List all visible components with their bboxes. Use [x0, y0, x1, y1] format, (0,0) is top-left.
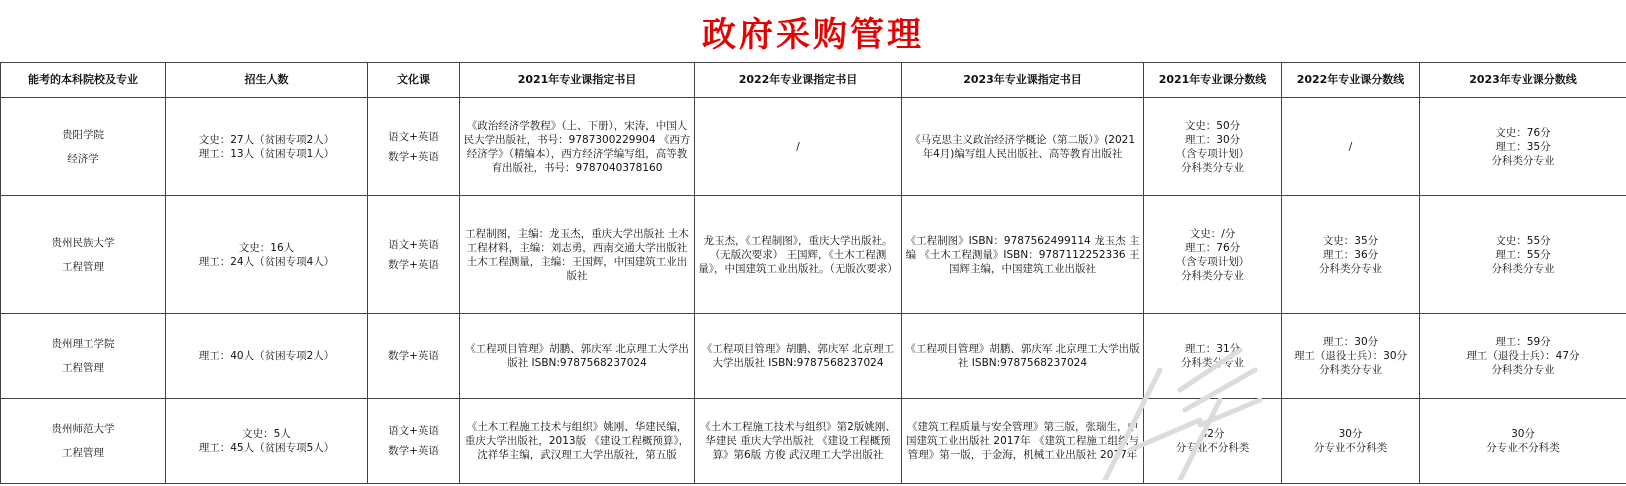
score-2022-cell	[1282, 98, 1420, 196]
header-enroll: 招生人数	[166, 63, 368, 98]
major-name: 工程管理	[62, 447, 104, 459]
header-books-2021: 2021年专业课指定书目	[460, 63, 695, 98]
score-line: 理工：30分	[1322, 336, 1379, 348]
school-name: 贵州理工学院	[51, 338, 115, 350]
score-2022-cell	[1282, 314, 1420, 399]
score-line: 理工：59分	[1495, 336, 1551, 348]
books-2021-cell: 《工程项目管理》胡鹏、郭庆军 北京理工大学出版社 ISBN:9787568237024	[460, 314, 695, 399]
enroll-line: 文史：5人	[242, 428, 291, 440]
books-2021-cell: 《土木工程施工技术与组织》姚刚、华建民编，重庆大学出版社，2013版 《建设工程概预算》，沈祥华主编，武汉理工大学出版社，第五版	[460, 399, 695, 484]
header-row	[1, 63, 1626, 98]
school-cell	[1, 314, 166, 399]
header-subjects: 文化课	[368, 63, 460, 98]
enroll-cell	[166, 98, 368, 196]
subjects-cell	[368, 196, 460, 314]
table-row	[1, 399, 1626, 484]
score-line: 分科类分专业	[1181, 161, 1244, 174]
subjects-cell	[368, 98, 460, 196]
header-score-2022: 2022年专业课分数线	[1282, 63, 1420, 98]
score-2022-cell	[1282, 196, 1420, 314]
score-line: /	[1348, 140, 1353, 153]
score-2021-cell	[1144, 314, 1282, 399]
school-name: 贵阳学院	[62, 128, 104, 141]
score-line: 分科类分专业	[1181, 357, 1244, 369]
books-2022-cell: 《工程项目管理》胡鹏、郭庆军 北京理工大学出版社 ISBN:9787568237024	[695, 314, 902, 399]
enroll-line: 文史：16人	[238, 241, 295, 254]
books-2023-cell: 《马克思主义政治经济学概论（第二版）》(2021年4月)编写组人民出版社、高等教育出版社	[902, 98, 1144, 196]
score-2023-cell	[1420, 399, 1626, 484]
score-line: 42分	[1200, 428, 1225, 440]
enroll-cell	[166, 196, 368, 314]
score-2021-cell	[1144, 399, 1282, 484]
subject-combo: 数学+英语	[388, 445, 439, 457]
score-2023-cell	[1420, 98, 1626, 196]
score-2021-cell	[1144, 98, 1282, 196]
enroll-line: 理工：13人（贫困专项1人）	[198, 147, 335, 160]
school-cell	[1, 98, 166, 196]
score-line: 理工（退役士兵）：30分	[1293, 350, 1408, 362]
score-2021-cell	[1144, 196, 1282, 314]
books-2023-cell: 《工程项目管理》胡鹏、郭庆军 北京理工大学出版社 ISBN:9787568237024	[902, 314, 1144, 399]
subject-combo: 数学+英语	[388, 350, 439, 362]
subjects-cell	[368, 314, 460, 399]
enroll-line: 理工：24人（贫困专项4人）	[198, 255, 335, 268]
score-line: 理工（退役士兵）：47分	[1466, 350, 1580, 362]
enroll-line: 理工：40人（贫困专项2人）	[198, 350, 335, 362]
score-line: 文史：/分	[1189, 227, 1236, 240]
books-2023-cell: 《建筑工程质量与安全管理》第三版，张瑞生，中国建筑工业出版社 2017年 《建筑工程施工组织与管理》第一版，于金海，机械工业出版社 2017年	[902, 399, 1144, 484]
score-line: 分科类分专业	[1491, 154, 1555, 167]
score-line: 分科类分专业	[1491, 364, 1555, 376]
header-books-2023: 2023年专业课指定书目	[902, 63, 1144, 98]
table-row	[1, 98, 1626, 196]
admission-table	[0, 62, 1626, 484]
score-line: 理工：36分	[1322, 248, 1379, 261]
school-cell	[1, 196, 166, 314]
table-row	[1, 314, 1626, 399]
score-line: （含专项计划）	[1175, 255, 1250, 268]
school-name: 贵州民族大学	[51, 236, 115, 249]
enroll-cell	[166, 314, 368, 399]
score-line: 理工：30分	[1184, 133, 1241, 146]
score-2023-cell	[1420, 196, 1626, 314]
score-line: 分专业不分科类	[1313, 442, 1388, 454]
score-line: 分专业不分科类	[1486, 442, 1560, 454]
score-line: 30分	[1511, 428, 1535, 440]
score-2023-cell	[1420, 314, 1626, 399]
books-2021-cell: 工程制图，主编：龙玉杰，重庆大学出版社 土木工程材料，主编：刘志勇，西南交通大学出版社 土木工程测量，主编：王国辉，中国建筑工业出版社	[460, 196, 695, 314]
page-title: 政府采购管理	[702, 14, 924, 55]
subject-combo: 数学+英语	[388, 258, 439, 271]
subject-combo: 语文+英语	[388, 425, 439, 437]
header-score-2023: 2023年专业课分数线	[1420, 63, 1626, 98]
school-cell	[1, 399, 166, 484]
table-row	[1, 196, 1626, 314]
score-2022-cell	[1282, 399, 1420, 484]
score-line: 理工：76分	[1184, 241, 1241, 254]
title-bar	[0, 0, 1626, 63]
books-2022-cell: 《土木工程施工技术与组织》第2版姚刚、华建民 重庆大学出版社 《建设工程概预算》第6版 方俊 武汉理工大学出版社	[695, 399, 902, 484]
score-line: （含专项计划）	[1175, 147, 1250, 160]
header-score-2021: 2021年专业课分数线	[1144, 63, 1282, 98]
score-line: 分科类分专业	[1319, 262, 1382, 275]
score-line: 文史：55分	[1495, 234, 1551, 247]
subjects-cell	[368, 399, 460, 484]
school-name: 贵州师范大学	[51, 423, 115, 435]
header-school: 能考的本科院校及专业	[1, 63, 166, 98]
subject-combo: 数学+英语	[388, 150, 439, 163]
major-name: 工程管理	[62, 260, 104, 273]
major-name: 工程管理	[62, 362, 104, 374]
score-line: 理工：31分	[1184, 343, 1241, 355]
score-line: 分科类分专业	[1491, 262, 1555, 275]
score-line: 30分	[1338, 428, 1363, 440]
score-line: 分科类分专业	[1319, 364, 1382, 376]
subject-combo: 语文+英语	[388, 238, 439, 251]
score-line: 分科类分专业	[1181, 269, 1244, 282]
enroll-cell	[166, 399, 368, 484]
major-name: 经济学	[67, 152, 99, 165]
score-line: 文史：50分	[1184, 119, 1241, 132]
books-2022-cell: /	[695, 98, 902, 196]
subject-combo: 语文+英语	[388, 130, 439, 143]
enroll-line: 文史：27人（贫困专项2人）	[198, 133, 335, 146]
score-line: 文史：35分	[1322, 234, 1379, 247]
books-2023-cell: 《工程制图》ISBN：9787562499114 龙玉杰 主编 《土木工程测量》ISBN：9787112252336 王国辉主编，中国建筑工业出版社	[902, 196, 1144, 314]
score-line: 理工：55分	[1495, 248, 1551, 261]
books-2022-cell: 龙玉杰，《工程制图》，重庆大学出版社。（无版次要求） 王国辉，《土木工程测量》，中国建筑工业出版社。（无版次要求）	[695, 196, 902, 314]
enroll-line: 理工：45人（贫困专项5人）	[198, 442, 335, 454]
books-2021-cell: 《政治经济学教程》（上、下册），宋涛，中国人民大学出版社，书号：9787300229904 《西方经济学》（精编本），西方经济学编写组，高等教育出版社，书号：9787040378160	[460, 98, 695, 196]
score-line: 理工：35分	[1495, 140, 1551, 153]
score-line: 文史：76分	[1495, 126, 1551, 139]
header-books-2022: 2022年专业课指定书目	[695, 63, 902, 98]
score-line: 分专业不分科类	[1175, 442, 1250, 454]
